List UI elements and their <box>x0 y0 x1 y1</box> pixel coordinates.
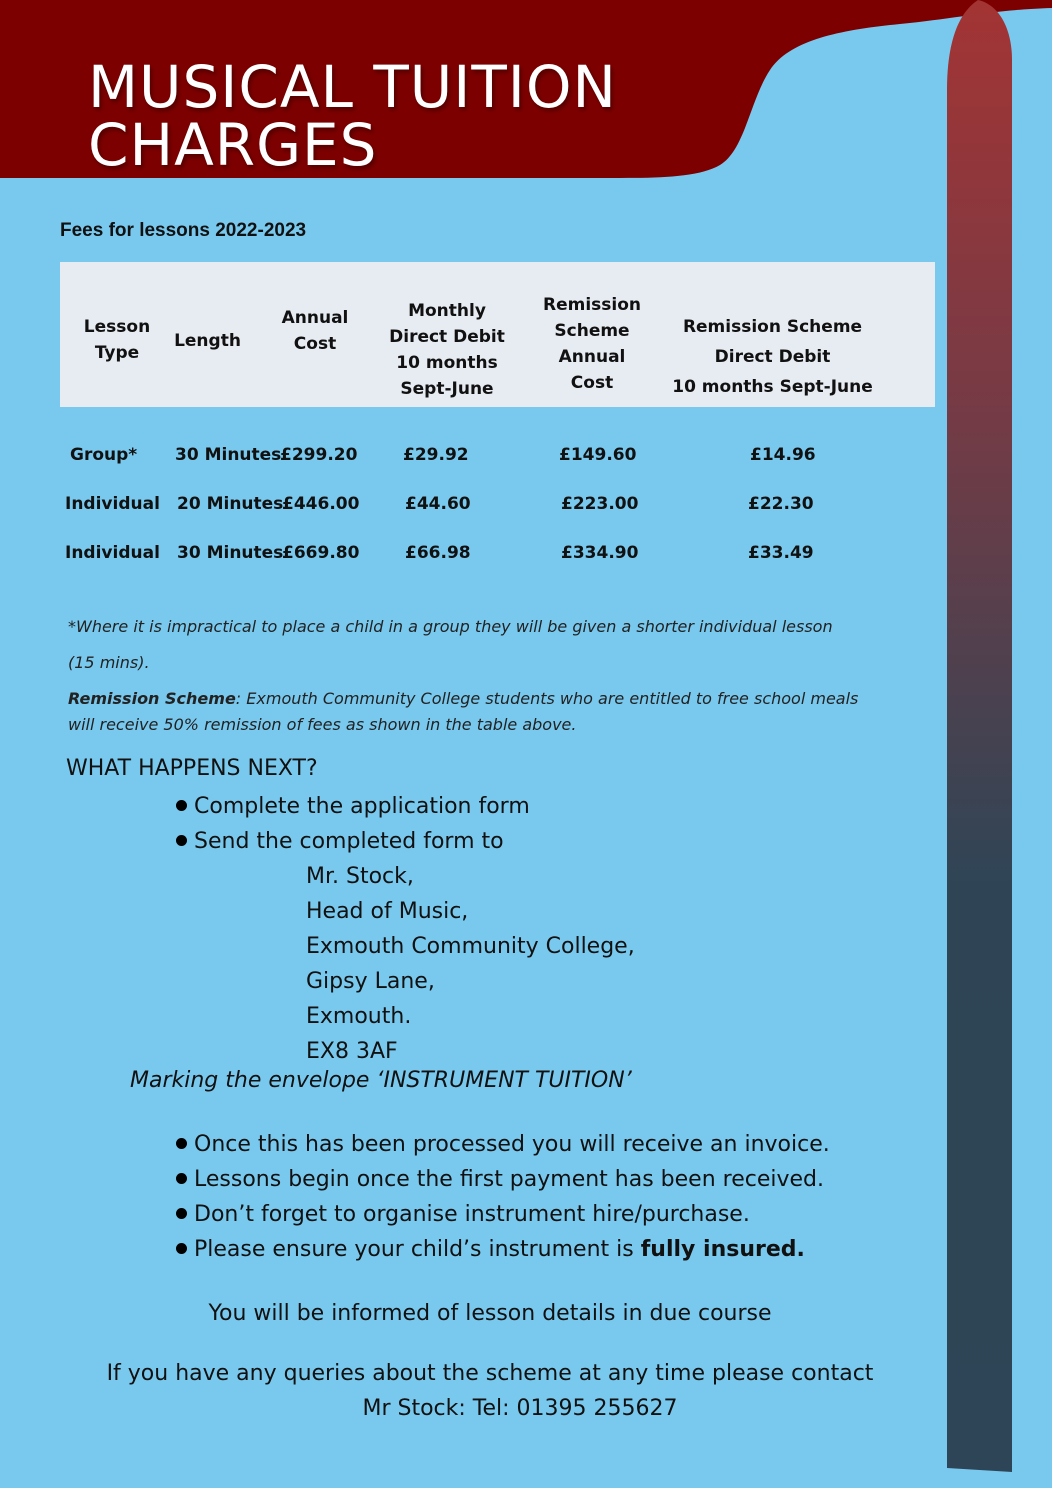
cell-type: Individual <box>65 494 160 514</box>
cell-length: 30 Minutes <box>175 445 282 465</box>
header-lesson-type: Lesson Type <box>83 317 151 363</box>
insure-text: Please ensure your child’s instrument is <box>194 1237 641 1262</box>
address-line: Gipsy Lane, <box>306 969 435 994</box>
fees-table-header <box>60 262 935 407</box>
cell-type: Individual <box>65 543 160 563</box>
group-note-line1: *Where it is impractical to place a child in a group they will be given a shorter individual lesson <box>68 617 833 636</box>
page-title: MUSICAL TUITION CHARGES <box>88 53 617 179</box>
address-line: Exmouth Community College, <box>306 934 635 959</box>
cell-type: Group* <box>70 445 138 465</box>
header-remission-dd: Remission Scheme Direct Debit 10 months Sept-June <box>672 317 873 397</box>
remission-text: : Exmouth Community College students who are entitled to free school meals <box>235 689 859 708</box>
list-item: Don’t forget to organise instrument hire/purchase. <box>174 1197 830 1232</box>
steps-list <box>174 789 530 859</box>
table-row <box>60 440 935 470</box>
cell-remission-annual: £334.90 <box>561 543 639 563</box>
header-remission-annual: Remission Scheme Annual Cost <box>542 295 641 393</box>
cell-monthly: £66.98 <box>405 543 471 563</box>
remission-label: Remission Scheme <box>68 689 236 708</box>
lesson-details-note: You will be informed of lesson details in due course <box>208 1301 772 1326</box>
insure-bold: fully insured. <box>640 1237 805 1262</box>
group-note-line2: (15 mins). <box>68 653 150 672</box>
address-line: EX8 3AF <box>306 1039 398 1064</box>
after-steps-list <box>174 1127 830 1267</box>
address-line: Mr. Stock, <box>306 864 414 889</box>
address-line: Head of Music, <box>306 899 469 924</box>
cell-remission-annual: £149.60 <box>559 445 637 465</box>
cell-monthly: £44.60 <box>405 494 471 514</box>
list-item: Complete the application form <box>174 789 530 824</box>
table-row <box>60 538 935 568</box>
cell-length: 30 Minutes <box>177 543 284 563</box>
cell-remission-monthly: £33.49 <box>748 543 814 563</box>
address-line: Exmouth. <box>306 1004 412 1029</box>
cell-remission-monthly: £22.30 <box>748 494 814 514</box>
cell-remission-monthly: £14.96 <box>750 445 816 465</box>
header-annual-cost: Annual Cost <box>281 308 349 354</box>
header-monthly-dd: Monthly Direct Debit 10 months Sept-June <box>389 301 505 399</box>
table-row <box>60 489 935 519</box>
next-steps-heading: WHAT HAPPENS NEXT? <box>66 756 318 781</box>
list-item <box>174 1232 830 1267</box>
cell-monthly: £29.92 <box>403 445 469 465</box>
cell-annual: £299.20 <box>280 445 358 465</box>
contact-line1: If you have any queries about the scheme at any time please contact <box>106 1361 874 1386</box>
cell-length: 20 Minutes <box>177 494 284 514</box>
postal-address <box>306 859 635 1069</box>
fees-subtitle: Fees for lessons 2022-2023 <box>60 220 307 241</box>
cell-annual: £446.00 <box>282 494 360 514</box>
contact-line2: Mr Stock: Tel: 01395 255627 <box>362 1396 678 1421</box>
cell-remission-annual: £223.00 <box>561 494 639 514</box>
envelope-instruction: Marking the envelope ‘INSTRUMENT TUITION’ <box>130 1068 632 1093</box>
remission-note-line2: will receive 50% remission of fees as shown in the table above. <box>68 715 577 734</box>
header-length: Length <box>174 331 241 351</box>
remission-note-line1 <box>68 689 858 708</box>
list-item: Once this has been processed you will receive an invoice. <box>174 1127 830 1162</box>
list-item: Send the completed form to <box>174 824 530 859</box>
cell-annual: £669.80 <box>282 543 360 563</box>
list-item: Lessons begin once the first payment has been received. <box>174 1162 830 1197</box>
